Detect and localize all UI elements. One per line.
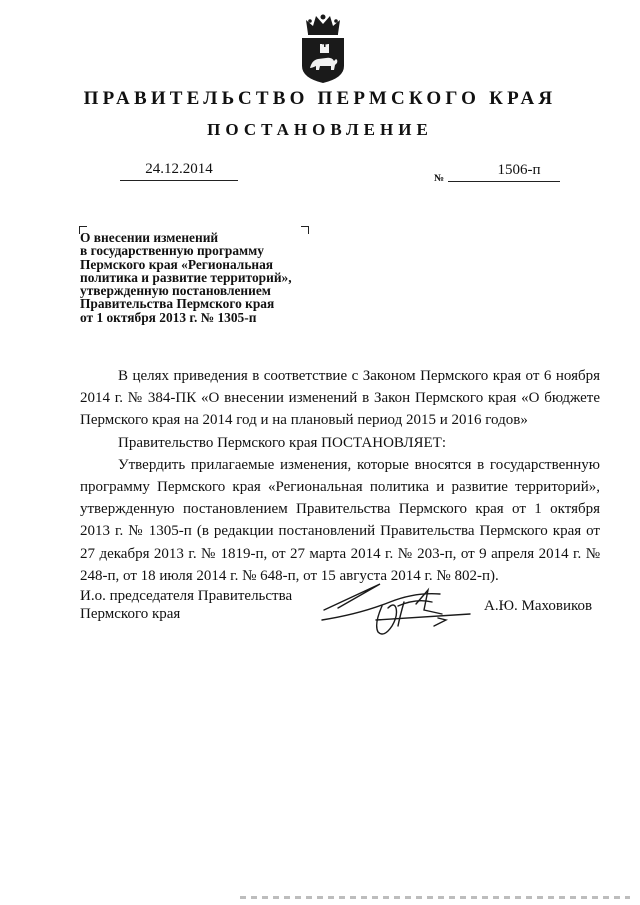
subject-line: Правительства Пермского края	[80, 296, 275, 312]
handwritten-signature-icon	[320, 580, 490, 642]
body-paragraph-preamble: В целях приведения в соответствие с Законом Пермского края от 6 ноября 2014 г. № 384-ПК «О внесении изменений в Закон Пермского края «О бюджете Пермского края на 2014 год и на плановый период 2015 и 2016 годов»	[80, 368, 600, 429]
body-paragraph-decision: Утвердить прилагаемые изменения, которые вносятся в государственную программу Пермского края «Региональная политика и развитие территорий», утвержденную постановлением Правительства Пермского края от 1 октября 2013 г. № 1305-п (в редакции постановлений Правительства Пермского края от 27 декабря 2013 г. № 1819-п, от 27 марта 2014 г. № 203-п, от 9 апреля 2014 г. № 248-п, от 18 июля 2014 г. № 648-п, от 15 августа 2014 г. № 802-п).	[80, 456, 600, 584]
government-title: ПРАВИТЕЛЬСТВО ПЕРМСКОГО КРАЯ	[83, 88, 557, 109]
document-number: 1506-п	[497, 162, 541, 178]
signatory-name: А.Ю. Маховиков	[484, 598, 593, 614]
subject-line: политика и развитие территорий»,	[80, 269, 292, 285]
subject-line: от 1 октября 2013 г. № 1305-п	[80, 309, 257, 325]
document-date-field	[120, 161, 238, 181]
subject-line: утвержденную постановлением	[80, 283, 271, 299]
document-subject	[80, 231, 330, 324]
document-type: ПОСТАНОВЛЕНИЕ	[207, 120, 433, 139]
subject-line: Пермского края «Региональная	[80, 256, 274, 272]
signatory-position-line: И.о. председателя Правительства	[80, 588, 293, 604]
coat-of-arms-icon	[298, 12, 348, 84]
scan-footer-artifact	[240, 896, 630, 899]
subject-line: О внесении изменений	[80, 230, 219, 245]
date-underline	[120, 180, 238, 181]
signatory-position-line: Пермского края	[80, 605, 181, 622]
document-body	[80, 365, 600, 587]
signatory-position	[80, 588, 340, 623]
subject-line: в государственную программу	[80, 243, 264, 259]
body-paragraph-resolves: Правительство Пермского края ПОСТАНОВЛЯЕТ:	[118, 434, 447, 451]
document-date: 24.12.2014	[145, 161, 213, 177]
number-underline	[448, 181, 560, 182]
number-sign: №	[434, 173, 445, 184]
